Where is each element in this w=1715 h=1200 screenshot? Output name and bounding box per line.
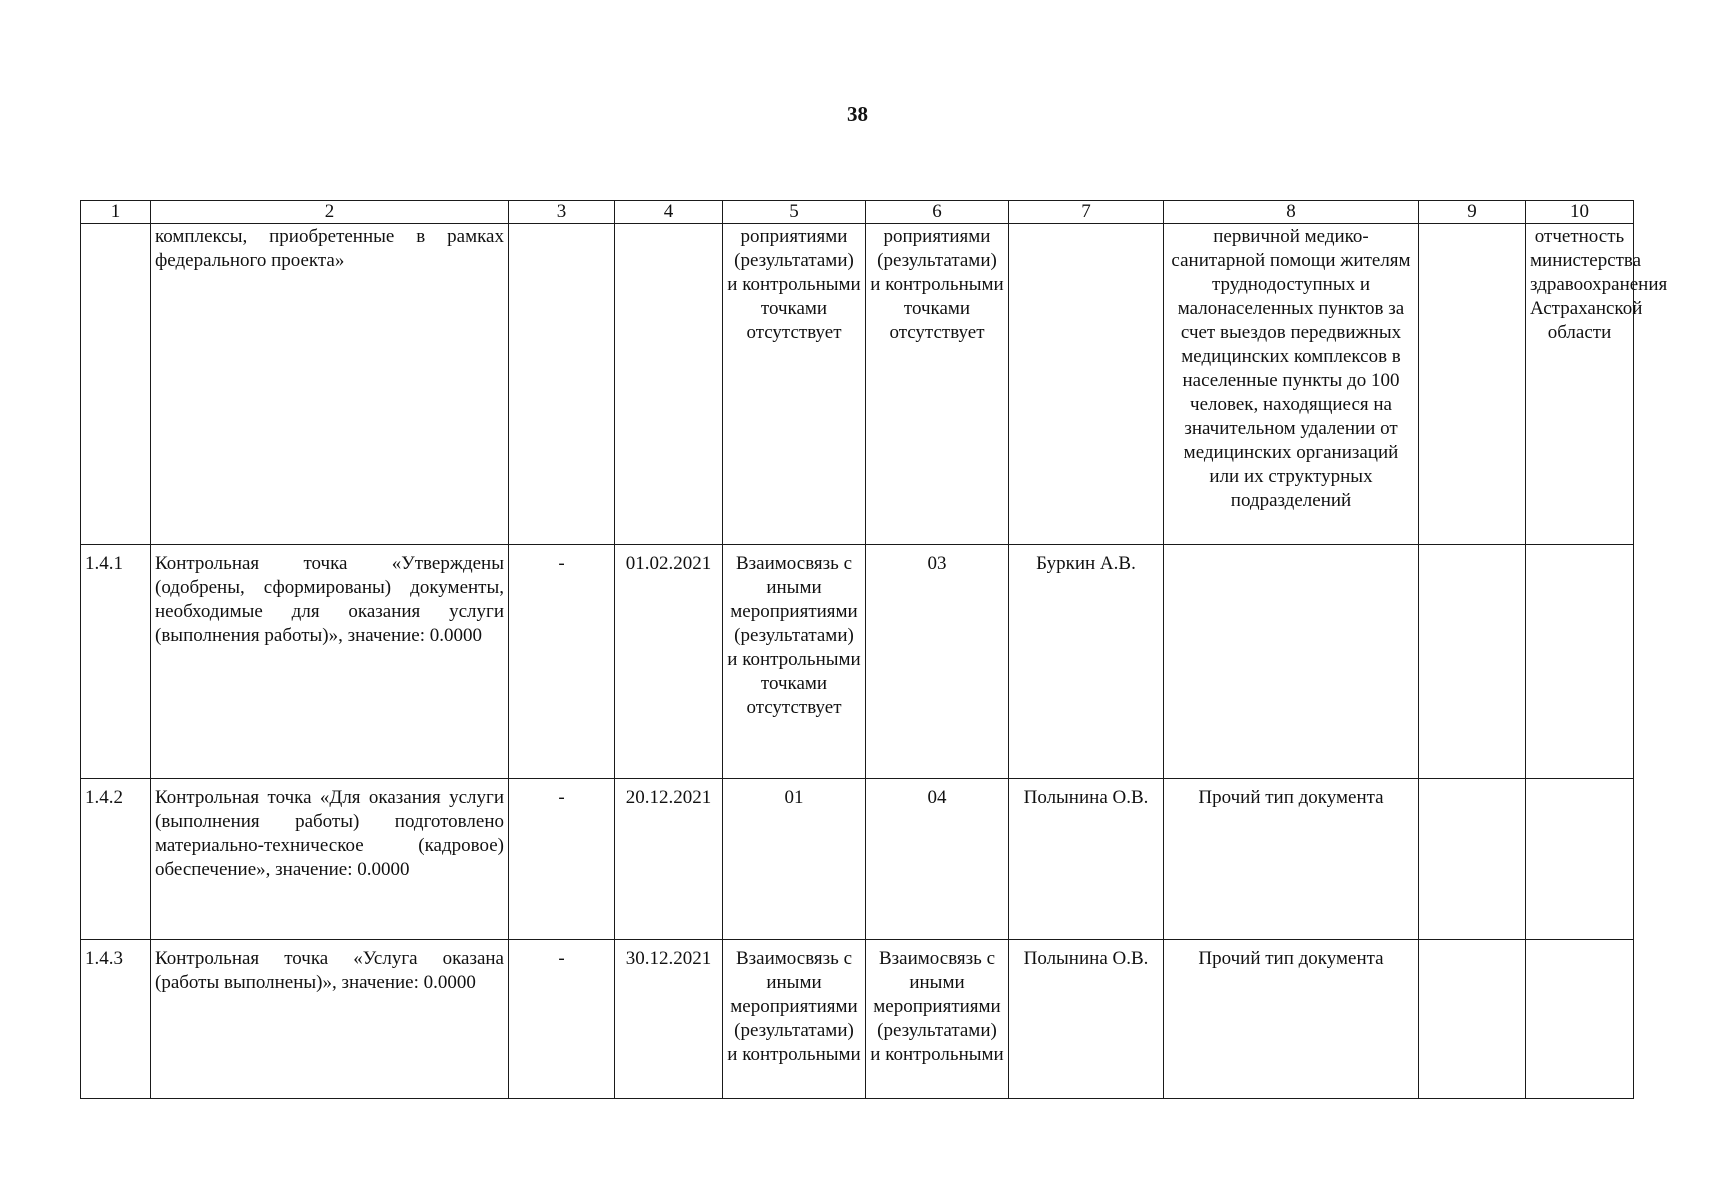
cell-info-system: отчетность министерства здравоохранения Астраханской области [1526,224,1634,545]
cell-responsible: Буркин А.В. [1009,545,1164,779]
column-number: 10 [1526,201,1634,224]
cell-document-type: первичной медико-санитарной помощи жителям труднодоступных и малонаселенных пунктов за счет выездов передвижных медицинских комплексов в населенные пункты до 100 человек, находящиеся на значительном удалении от медицинских организаций или их структурных подразделений [1164,224,1419,545]
cell-name: Контрольная точка «Утверждены (одобрены, сформированы) документы, необходимые для оказания услуги (выполнения работы)», значение: 0.0000 [151,545,509,779]
cell-number: 1.4.1 [81,545,151,779]
cell-relation-6: Взаимосвязь с иными мероприятиями (результатами) и контрольными [866,940,1009,1099]
cell-responsible [1009,224,1164,545]
cell-document-type [1164,545,1419,779]
cell-name: Контрольная точка «Услуга оказана (работы выполнены)», значение: 0.0000 [151,940,509,1099]
cell-responsible: Полынина О.В. [1009,779,1164,940]
column-number: 5 [723,201,866,224]
column-number: 3 [509,201,615,224]
column-number: 1 [81,201,151,224]
cell-predecessor [509,224,615,545]
cell-level [1419,545,1526,779]
table-row [81,779,1634,940]
cell-name: Контрольная точка «Для оказания услуги (выполнения работы) подготовлено материально-техническое (кадровое) обеспечение», значение: 0.0000 [151,779,509,940]
cell-predecessor: - [509,779,615,940]
page-number: 38 [847,102,868,126]
cell-info-system [1526,545,1634,779]
cell-predecessor: - [509,940,615,1099]
table-row-continued [81,224,1634,545]
column-number: 8 [1164,201,1419,224]
cell-relation-5: Взаимосвязь с иными мероприятиями (результатами) и контрольными точками отсутствует [723,545,866,779]
cell-relation-6: 03 [866,545,1009,779]
cell-number: 1.4.3 [81,940,151,1099]
cell-info-system [1526,779,1634,940]
cell-level [1419,779,1526,940]
cell-level [1419,224,1526,545]
cell-number: 1.4.2 [81,779,151,940]
cell-document-type: Прочий тип документа [1164,779,1419,940]
column-number: 9 [1419,201,1526,224]
cell-relation-6: 04 [866,779,1009,940]
cell-relation-5: Взаимосвязь с иными мероприятиями (результатами) и контрольными [723,940,866,1099]
cell-responsible: Полынина О.В. [1009,940,1164,1099]
column-number: 7 [1009,201,1164,224]
cell-relation-5: роприятиями (результатами) и контрольными точками отсутствует [723,224,866,545]
cell-relation-6: роприятиями (результатами) и контрольными точками отсутствует [866,224,1009,545]
table-row [81,545,1634,779]
column-number: 6 [866,201,1009,224]
column-number: 2 [151,201,509,224]
table-row [81,940,1634,1099]
cell-date: 20.12.2021 [615,779,723,940]
cell-info-system [1526,940,1634,1099]
cell-date: 30.12.2021 [615,940,723,1099]
cell-predecessor: - [509,545,615,779]
cell-document-type: Прочий тип документа [1164,940,1419,1099]
cell-level [1419,940,1526,1099]
cell-number [81,224,151,545]
document-table [80,200,1668,1099]
cell-name: комплексы, приобретенные в рамках федерального проекта» [151,224,509,545]
cell-date [615,224,723,545]
column-number-row [81,201,1634,224]
cell-relation-5: 01 [723,779,866,940]
column-number: 4 [615,201,723,224]
cell-date: 01.02.2021 [615,545,723,779]
